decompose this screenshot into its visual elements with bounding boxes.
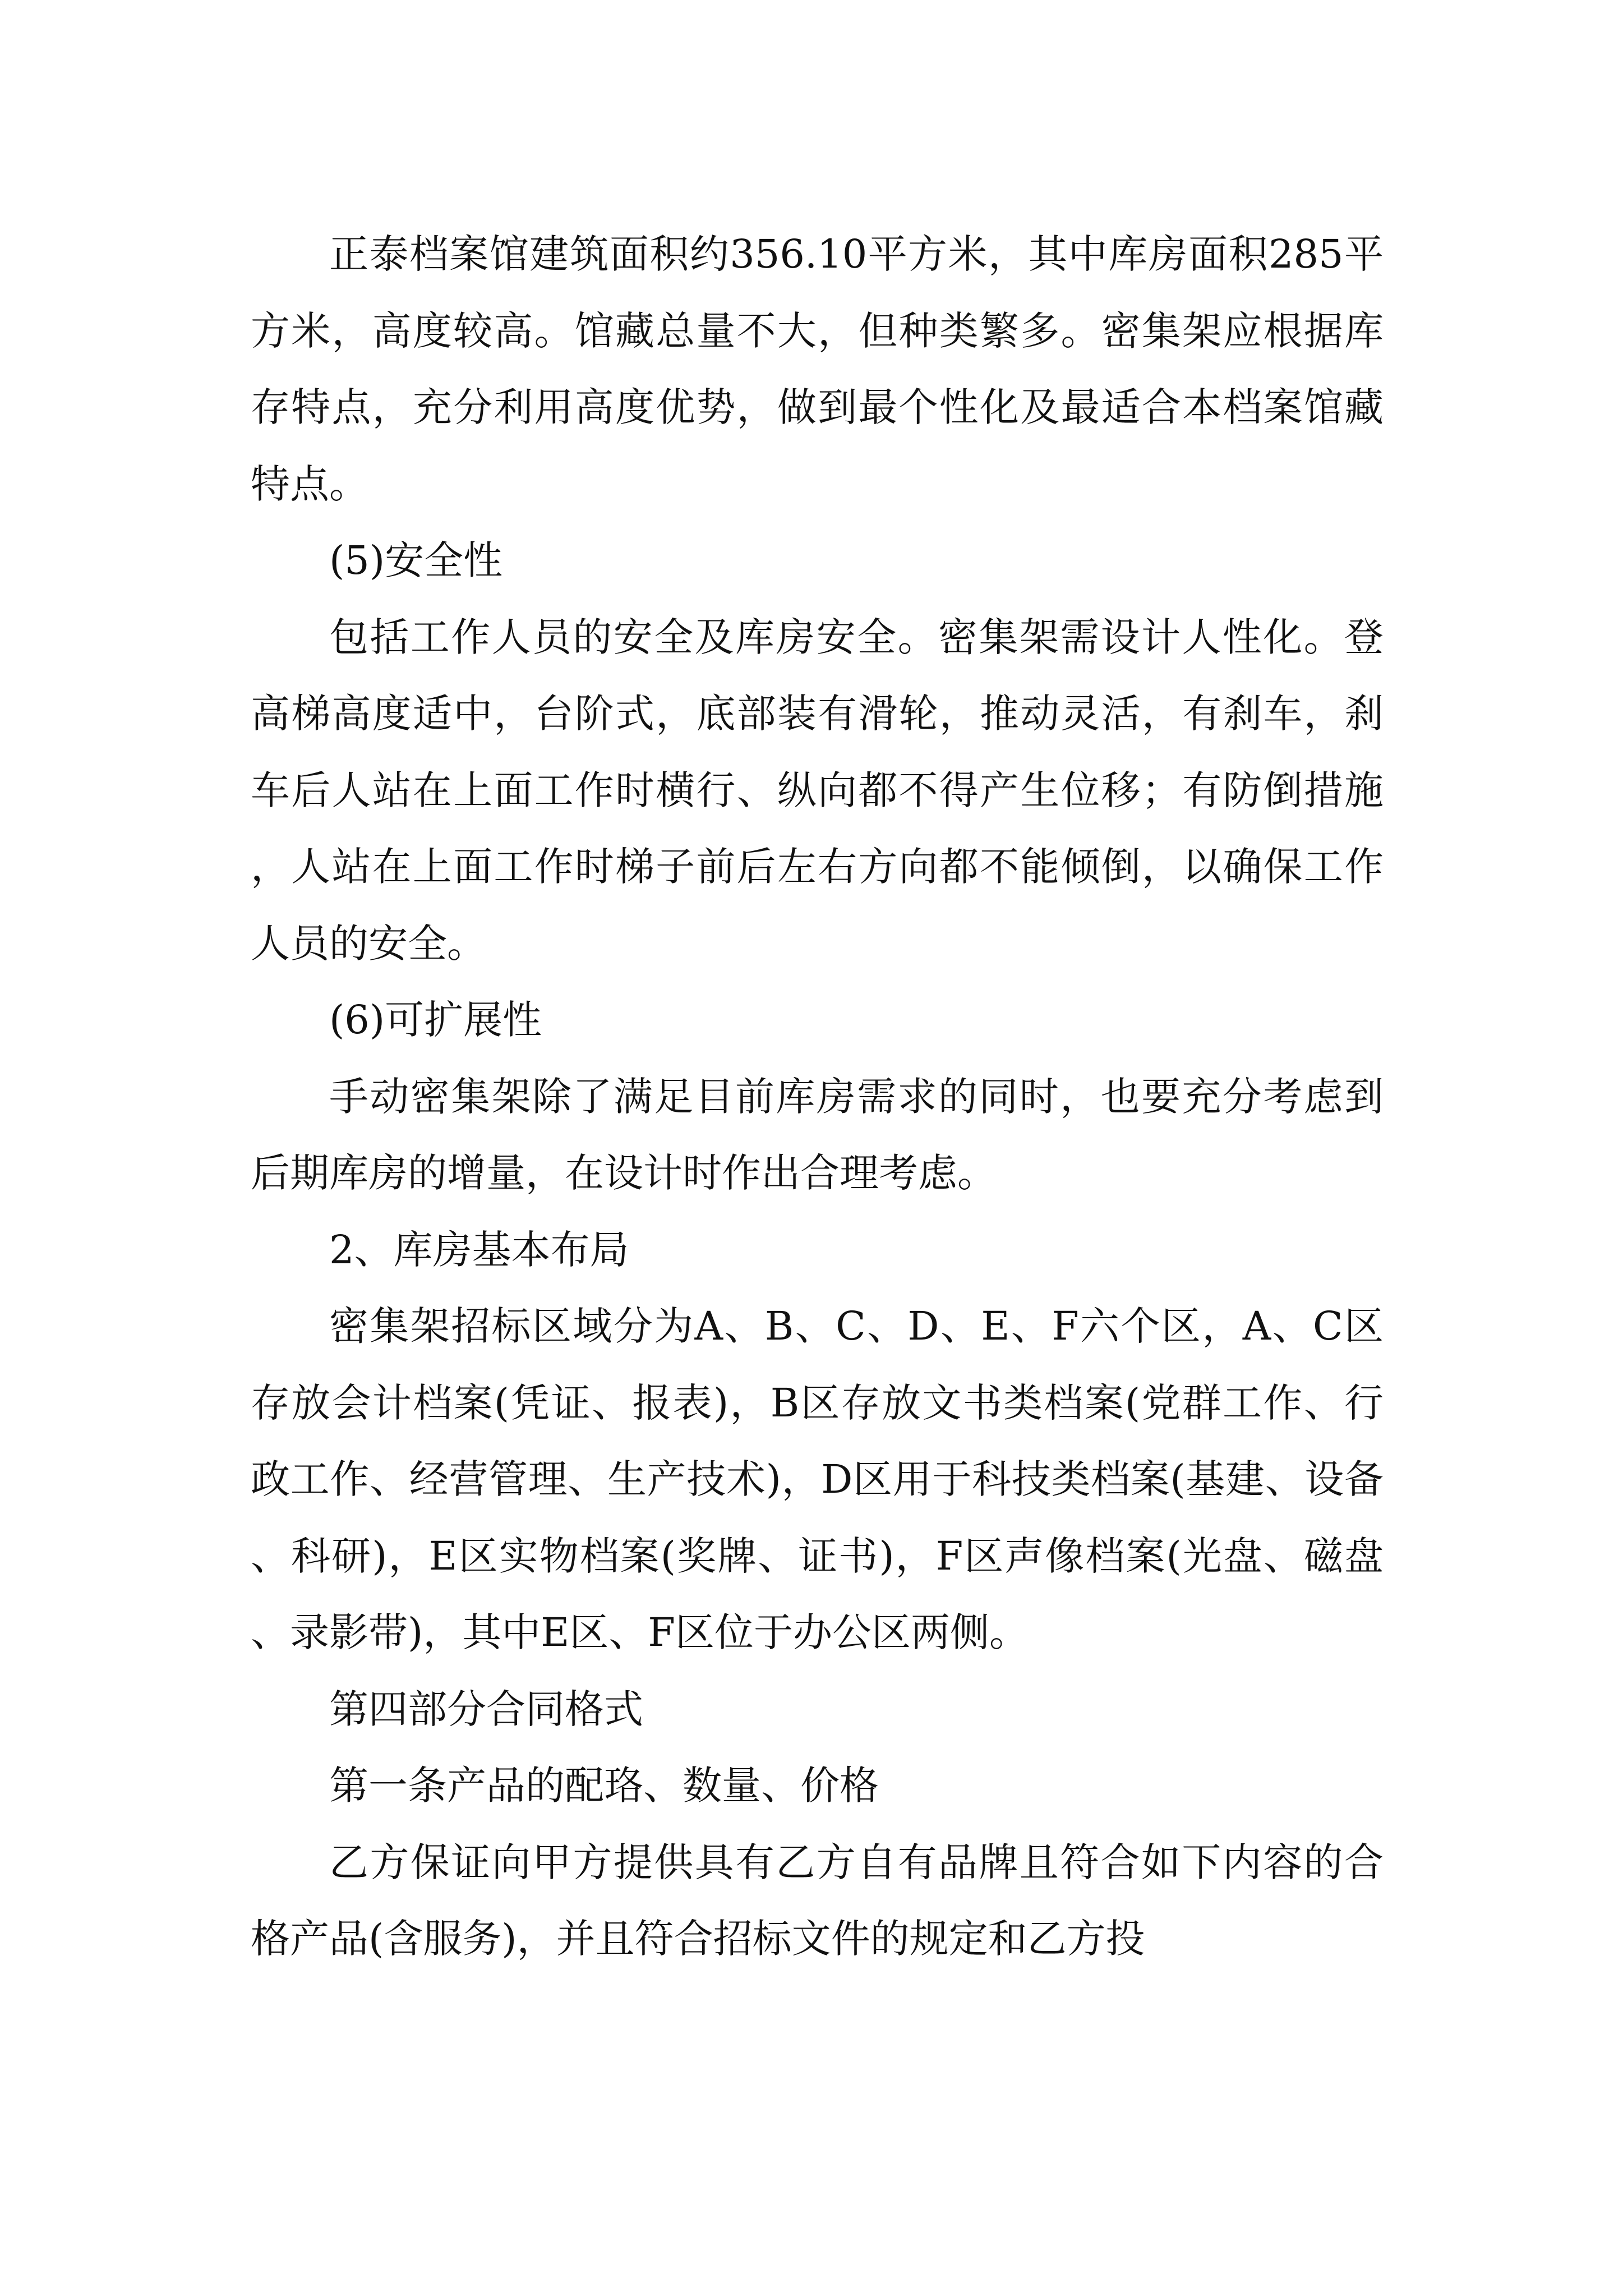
paragraph-layout: 密集架招标区域分为A、B、C、D、E、F六个区，A、C区存放会计档案(凭证、报表)，B区存放文书类档案(党群工作、行政工作、经营管理、生产技术)，D区用于科技类档案(基建、设备、科研)，E区实物档案(奖牌、证书)，F区声像档案(光盘、磁盘、录影带)，其中E区、F区位于办公区两侧。 [251,1303,1384,1655]
heading-safety: (5)安全性 [329,537,503,583]
paragraph-building-area: 正泰档案馆建筑面积约356.10平方米，其中库房面积285平方米，高度较高。馆藏总量不大，但种类繁多。密集架应根据库存特点，充分利用高度优势，做到最个性化及最适合本档案馆藏特点。 [251,231,1384,507]
paragraph-scalability: 手动密集架除了满足目前库房需求的同时，也要充分考虑到后期库房的增量，在设计时作出合理考虑。 [251,1073,1384,1196]
paragraph-safety: 包括工作人员的安全及库房安全。密集架需设计人性化。登高梯高度适中，台阶式，底部装有滑轮，推动灵活，有刹车，刹车后人站在上面工作时横行、纵向都不得产生位移；有防倒措施，人站在上面工作时梯子前后左右方向都不能倾倒，以确保工作人员的安全。 [251,614,1384,967]
heading-scalability: (6)可扩展性 [329,997,542,1043]
heading-contract-format: 第四部分合同格式 [329,1686,643,1732]
document-body [251,216,1384,1977]
heading-article-one: 第一条产品的配珞、数量、价格 [329,1763,879,1809]
heading-layout: 2、库房基本布局 [329,1226,629,1273]
paragraph-article-one: 乙方保证向甲方提供具有乙方自有品牌且符合如下内容的合格产品(含服务)，并且符合招标文件的规定和乙方投 [251,1839,1384,1962]
